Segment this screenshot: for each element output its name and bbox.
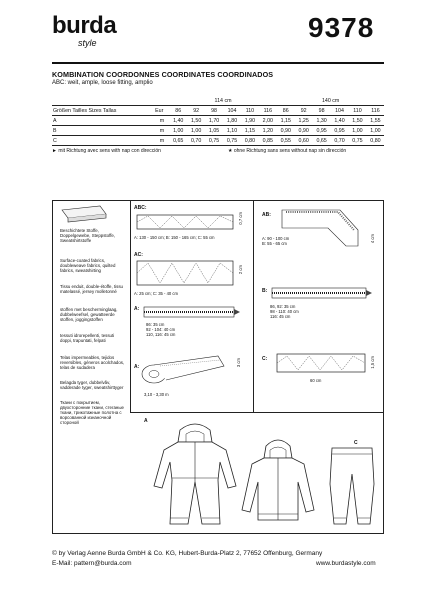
yardage-cell: 1,00: [187, 126, 205, 136]
yardage-cell: 1,40: [169, 116, 187, 126]
zipper-b-dim: 98 - 110: 40 cm: [270, 309, 299, 314]
yardage-cell: 0,75: [205, 136, 223, 146]
panel-divider-h: [130, 412, 384, 413]
yardage-cell: 1,20: [258, 126, 276, 136]
yardage-cell: 0,70: [187, 136, 205, 146]
zipper-b-label: B:: [262, 288, 268, 294]
table-row: [52, 136, 384, 146]
zipper-b-icon: [270, 284, 374, 302]
yardage-cell: 0,90: [294, 126, 312, 136]
view-c-trousers: [324, 444, 380, 532]
zipper-b-dim: 116: 45 cm: [270, 314, 291, 319]
yardage-cell: 0,65: [169, 136, 187, 146]
size-cell: 86: [276, 106, 294, 116]
notion-abc-dims: A: 130 - 150 cm; B: 150 - 165 cm; C: 55 cm: [134, 235, 215, 240]
size-cell: 92: [187, 106, 205, 116]
row-unit: m: [154, 136, 169, 146]
view-a-label: A: [144, 418, 148, 424]
yardage-cell: 1,00: [348, 126, 366, 136]
zipper-a-label: A:: [134, 306, 140, 312]
yardage-cell: 0,95: [312, 126, 330, 136]
brand-logo: burda: [52, 12, 117, 39]
panel-divider-mid: [253, 200, 254, 412]
yardage-cell: 0,70: [330, 136, 348, 146]
row-unit: m: [154, 116, 169, 126]
yardage-cell: 1,15: [276, 116, 294, 126]
yardage-cell: 0,75: [223, 136, 241, 146]
garment-subtitle: ABC: weit, ample, loose fitting, amplio: [52, 80, 153, 86]
size-group-b: 140 cm: [321, 97, 340, 104]
yardage-cell: 1,55: [366, 116, 384, 126]
fabric-description: Ткани с покрытием, двухсторонние ткани, стеганые ткани, трикотажные полотна с ворсованной изнаночной стороной: [60, 400, 124, 425]
note-with-nap: ► mit Richtung avec sens with nap con dirección: [52, 148, 161, 154]
view-b-jacket: [240, 436, 316, 530]
brand-logo-sub: style: [78, 38, 97, 48]
fabric-description: Belagda tyger, dubbelvåv, vadderade tyger, sweatshirttyger: [60, 380, 124, 390]
quilted-strip-abc: [136, 213, 234, 231]
quilted-strip-ac: [136, 259, 234, 287]
yardage-cell: 1,50: [348, 116, 366, 126]
header-rule: [52, 62, 384, 64]
panel-divider: [130, 200, 131, 412]
zipper-a-dims: [146, 322, 175, 337]
size-table-spacer: [52, 96, 154, 106]
garment-title: KOMBINATION COORDONNES COORDINATES COORDINADOS: [52, 70, 274, 79]
tape-a-dims: 3,10 - 3,30 m: [144, 392, 169, 397]
pattern-number: 9378: [308, 12, 375, 43]
yardage-cell: 0,95: [330, 126, 348, 136]
size-table: [52, 96, 384, 155]
row-unit: m: [154, 126, 169, 136]
size-cell: 98: [312, 106, 330, 116]
yardage-cell: 0,90: [276, 126, 294, 136]
row-label: A: [52, 116, 154, 126]
yardage-cell: 1,10: [223, 126, 241, 136]
yardage-cell: 0,80: [240, 136, 258, 146]
view-a-jumpsuit: [150, 420, 240, 532]
fabric-description: Tissu enduit, double-étoffe, tissu matelassé, jersey molletonné: [60, 284, 123, 294]
footer-email: E-Mail: pattern@burda.com: [52, 560, 132, 567]
quilted-strip-c: [276, 352, 366, 374]
size-cell: 98: [205, 106, 223, 116]
yardage-cell: 1,90: [240, 116, 258, 126]
zipper-a-dim: 86: 35 cm: [146, 322, 165, 327]
bias-tape-ab: [280, 206, 374, 250]
notion-c-label: C:: [262, 356, 268, 362]
table-row: [52, 126, 384, 136]
yardage-cell: 0,80: [366, 136, 384, 146]
yardage-cell: 1,50: [187, 116, 205, 126]
size-cell: 110: [240, 106, 258, 116]
yardage-cell: 1,00: [366, 126, 384, 136]
notion-ac-length: 2 cm: [238, 265, 243, 275]
zipper-a-icon: [142, 303, 242, 321]
yardage-cell: 1,30: [312, 116, 330, 126]
notion-ab-dims: A: 90 - 100 cm B: 55 - 65 cm: [262, 236, 290, 246]
yardage-cell: 0,85: [258, 136, 276, 146]
yardage-cell: 2,00: [258, 116, 276, 126]
zipper-b-dim: 86, 92: 35 cm: [270, 304, 296, 309]
elastic-tape-roll: [138, 350, 230, 390]
footer-copyright: © by Verlag Aenne Burda GmbH & Co. KG, Hubert-Burda-Platz 2, 77652 Offenburg, Germany: [52, 550, 323, 557]
table-row: [52, 116, 384, 126]
fabric-description: stoffen met bescherminglaag, dubbelweefsel, gewatteerde stoffen, joggingstoffen: [60, 307, 118, 322]
yardage-cell: 1,80: [223, 116, 241, 126]
notion-ab-length: 4 cm: [370, 234, 375, 244]
yardage-cell: 0,75: [348, 136, 366, 146]
yardage-cell: 1,70: [205, 116, 223, 126]
notion-abc-label: ABC:: [134, 205, 147, 211]
row-label: C: [52, 136, 154, 146]
footer-website[interactable]: www.burdastyle.com: [316, 560, 376, 567]
size-cell: 104: [330, 106, 348, 116]
zipper-a-dim: 92 - 104: 40 cm: [146, 327, 176, 332]
notion-abc-length: 0,7 cm: [238, 212, 243, 225]
size-cell: 104: [223, 106, 241, 116]
size-cell: 116: [258, 106, 276, 116]
note-without-nap: ★ ohne Richtung sans sens without nap sin dirección: [228, 148, 347, 154]
yardage-cell: 1,05: [205, 126, 223, 136]
zipper-a-dim: 110, 116: 45 cm: [146, 332, 176, 337]
fabric-description: Surface-coated fabrics, doubleweave fabrics, quilted fabrics, sweatshirting: [60, 258, 116, 273]
yardage-cell: 1,15: [240, 126, 258, 136]
tape-a-length: 3 cm: [236, 358, 241, 368]
size-cell: 86: [169, 106, 187, 116]
yardage-cell: 1,00: [169, 126, 187, 136]
size-group-a: 114 cm: [214, 97, 232, 104]
yardage-cell: 0,60: [294, 136, 312, 146]
notion-ac-label: AC:: [134, 252, 143, 258]
yardage-cell: 1,40: [330, 116, 348, 126]
size-eur-label: Eur: [154, 106, 169, 116]
yardage-cell: 1,25: [294, 116, 312, 126]
notion-ac-dims: A: 25 cm; C: 35 - 40 cm: [134, 291, 178, 296]
view-c-label: C: [354, 440, 358, 446]
row-label: B: [52, 126, 154, 136]
fabric-description: Beschichtete Stoffe, Doppelgewebe, Steppstoffe, Sweatshirtstoffe: [60, 228, 116, 243]
fabric-swatch-icon: [60, 204, 108, 226]
size-cell: 92: [294, 106, 312, 116]
notion-ab-label: AB:: [262, 212, 271, 218]
zipper-b-dims: [270, 304, 299, 319]
size-cell: 116: [366, 106, 384, 116]
size-header-label: Größen Tailles Sizes Tallas: [52, 106, 154, 116]
fabric-description: tessuti idrorepellenti, tessuti doppi, trapuntati, felpati: [60, 333, 115, 343]
tape-a-label: A:: [134, 364, 140, 370]
size-table-spacer: [154, 96, 169, 106]
yardage-cell: 0,55: [276, 136, 294, 146]
size-cell: 110: [348, 106, 366, 116]
notion-c-length: 1,5 cm: [370, 356, 375, 369]
notion-c-dims: 60 cm: [310, 378, 322, 383]
yardage-cell: 0,65: [312, 136, 330, 146]
fabric-description: Telas impermeables, tejidos reversibles, géneros acolchados, telas de sudadera: [60, 355, 125, 370]
